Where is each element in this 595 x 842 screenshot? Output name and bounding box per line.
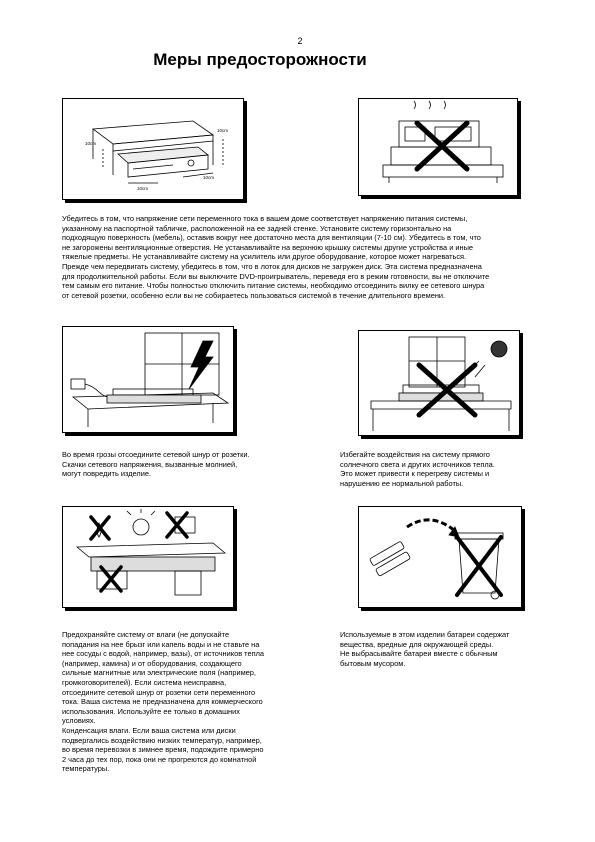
text-line: тока. Ваша система не предназначена для коммерческого xyxy=(62,697,263,707)
dim-top-label: 10cm xyxy=(217,128,229,133)
text-line: Избегайте воздействия на систему прямого xyxy=(340,450,490,459)
text-line: 2 часа до тех пор, пока они не прогреются до комнатной xyxy=(62,754,257,764)
text-line: попадания на нее брызг или капель воды и не ставьте на xyxy=(62,639,260,649)
text-line: использования. Используйте ее только в домашних xyxy=(62,706,240,716)
intro-paragraph xyxy=(62,214,542,300)
text-line: Прежде чем передвигать систему, убедитесь в том, что в лоток для дисков не загружен диск. Эта система предназначена xyxy=(62,261,482,271)
stacked-equipment-heat-icon xyxy=(359,99,517,195)
lightning-unplug-icon xyxy=(63,327,233,432)
text-line: для продолжительной работы. Если вы выключите DVD-проигрыватель, переведя его в режим готовности, вы не отключите xyxy=(62,271,490,281)
text-line: солнечного света и других источников тепла. xyxy=(340,459,495,469)
text-line: температуры. xyxy=(62,764,110,774)
lightning-illustration xyxy=(62,326,234,433)
sunlight-illustration xyxy=(358,330,520,436)
moisture-caption xyxy=(62,630,312,774)
text-line: нее сосуды с водой, например, вазы), от источников тепла xyxy=(62,649,265,659)
battery-caption xyxy=(340,630,555,668)
text-line: (например, камина) и от оборудования, создающего xyxy=(62,658,242,668)
stacking-prohibited-illustration xyxy=(358,98,518,196)
text-line: сильные магнитные или электрические поля (например, xyxy=(62,668,256,678)
text-line: отсоедините сетевой шнур от розетки сети переменного xyxy=(62,687,256,697)
direct-sunlight-icon xyxy=(359,331,519,435)
text-line: подходящую поверхность (мебель), оставив вокруг нее достаточно места для вентиляции (7-10 см). Убедитесь в том, что xyxy=(62,233,481,243)
dim-front-label: 10cm xyxy=(137,186,149,191)
lightning-caption xyxy=(62,450,312,479)
moisture-heat-magnetic-icon xyxy=(63,507,233,607)
text-line: Используемые в этом изделии батареи содержат xyxy=(340,630,510,639)
text-line: условиях. xyxy=(62,716,96,726)
text-line: указанному на паспортной табличке, расположенной на ее задней стенке. Установите систему горизонтально на xyxy=(62,223,452,233)
dim-left-label: 10cm xyxy=(85,141,97,146)
moisture-illustration xyxy=(62,506,234,608)
battery-disposal-illustration xyxy=(358,506,522,608)
page-number: 2 xyxy=(297,36,303,46)
text-line: Предохраняйте систему от влаги (не допускайте xyxy=(62,630,230,639)
page-title: Меры предосторожности xyxy=(153,50,367,69)
text-line: тяжелые предметы. Не устанавливайте систему на усилитель или другое оборудование, которое может нагреваться. xyxy=(62,252,467,262)
sunlight-caption xyxy=(340,450,555,488)
text-line: Конденсация влаги. Если ваша система или диски xyxy=(62,725,236,735)
text-line: громкоговорителей). Если система неисправна, xyxy=(62,677,227,687)
text-line: тем самым его питание. Чтобы полностью отключить питание системы, необходимо отсоединить вилку ее сетевого шнура xyxy=(62,281,485,291)
text-line: Это может привести к перегреву системы и xyxy=(340,469,490,479)
text-line: во время перевозки в зимнее время, подождите примерно xyxy=(62,745,264,755)
text-line: не загорожены вентиляционные отверстия. Не устанавливайте на верхнюю крышку системы другие устройства и иные xyxy=(62,242,474,252)
battery-trash-icon xyxy=(359,507,521,607)
text-line: могут повредить изделие. xyxy=(62,469,151,479)
text-line: вещества, вредные для окружающей среды. xyxy=(340,639,494,649)
text-line: нарушению ее нормальной работы. xyxy=(340,478,464,488)
text-line: подвергались воздействию низких температур, например, xyxy=(62,735,262,745)
ventilation-illustration xyxy=(62,98,244,200)
dim-right-label: 10cm xyxy=(203,175,215,180)
dvd-receiver-ventilation-icon xyxy=(63,99,243,199)
text-line: Убедитесь в том, что напряжение сети переменного тока в вашем доме соответствует напряжению питания системы, xyxy=(62,214,468,223)
text-line: Скачки сетевого напряжения, вызванные молнией, xyxy=(62,459,238,469)
text-line: от сетевой розетки, особенно если вы не собираетесь пользоваться системой в течение длительного времени. xyxy=(62,290,446,300)
text-line: Во время грозы отсоедините сетевой шнур от розетки. xyxy=(62,450,250,459)
text-line: Не выбрасывайте батареи вместе с обычным xyxy=(340,649,498,659)
text-line: бытовым мусором. xyxy=(340,658,406,668)
